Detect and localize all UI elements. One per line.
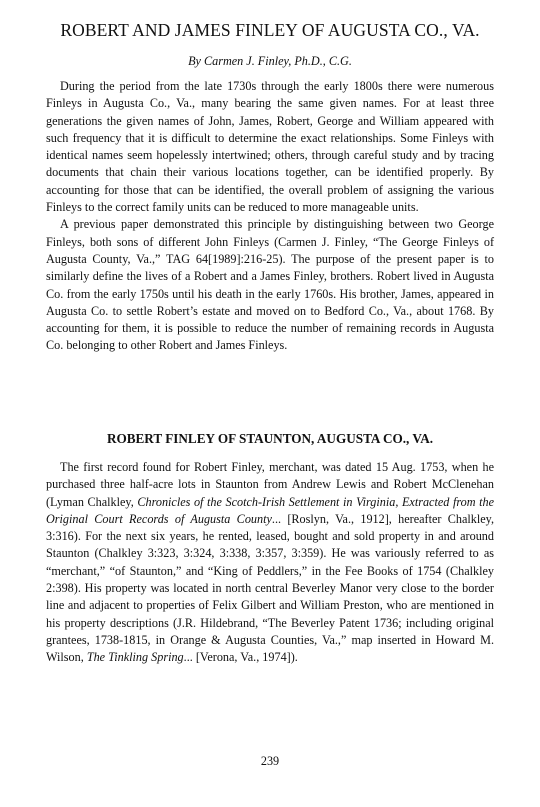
- author-byline: By Carmen J. Finley, Ph.D., C.G.: [188, 54, 352, 68]
- intro-section: [46, 78, 494, 355]
- paragraph-text-part: ... [Roslyn, Va., 1912], hereafter Chalkley, 3:316). For the next six years, he rented, leased, bought and sold property in and around Staunton (Chalkley 3:323, 3:324, 3:338, 3:357, 3:359). He was variously referred to as “merchant,” “of Staunton,” and “King of Peddlers,” in the Fee Books of 1754 (Chalkley 2:398). His property was located in north central Beverley Manor very close to the border line and adjacent to properties of Felix Gilbert and William Preston, who are mentioned in his property descriptions (J.R. Hildebrand, “The Beverley Patent 1736; including original grantees, 1738-1815, in Orange & Augusta Counties, Va.,” map inserted in Howard M. Wilson,: [46, 511, 494, 665]
- page-number: 239: [260, 754, 280, 768]
- paragraph-text-part: ... [Verona, Va., 1974]).: [183, 650, 298, 665]
- citation-title: Chronicles of the Scotch-Irish Settlement in Virginia, Extracted from the Original Court Records of Augusta County: [46, 494, 494, 526]
- section-body: [46, 459, 494, 667]
- article-title: ROBERT AND JAMES FINLEY OF AUGUSTA CO., VA.: [60, 20, 480, 40]
- paragraph-text-part: The first record found for Robert Finley, merchant, was dated 15 Aug. 1753, when he purchased three half-acre lots in Staunton from Andrew Lewis and Robert McClenehan (Lyman Chalkley,: [46, 460, 494, 509]
- citation-title: The Tinkling Spring: [86, 650, 184, 665]
- paragraph-previous-paper: A previous paper demonstrated this principle by distinguishing between two George Finleys, both sons of different John Finleys (Carmen J. Finley, “The George Finleys of Augusta County, Va.,” TAG 64[1989]:216-25). The purpose of the present paper is to similarly define the lives of a Robert and a James Finley, brothers. Robert lived in Augusta Co. from the early 1750s until his death in the early 1760s. His brother, James, appeared in Augusta Co. to settle Robert’s estate and moved on to Bedford Co., Va., about 1768. By accounting for them, it is possible to reduce the number of remaining records in Augusta Co. belonging to other Robert and James Finleys.: [46, 217, 494, 353]
- paragraph-robert-staunton: [46, 459, 494, 667]
- section-heading: ROBERT FINLEY OF STAUNTON, AUGUSTA CO., VA.: [106, 431, 434, 446]
- paragraph-intro: During the period from the late 1730s through the early 1800s there were numerous Finleys in Augusta Co., Va., many bearing the same given names. For at least three generations the given names of John, James, Robert, George and William appeared with such frequency that it is difficult to determine the exact relationships. Some Finleys with identical names seem hopelessly intertwined; others, through careful study and by tracing documents that chain their various locations together, can be identified properly. By accounting for those that can be identified, the overall problem of assigning the various Finleys to the correct family units can be reduced to more manageable units.: [46, 79, 494, 215]
